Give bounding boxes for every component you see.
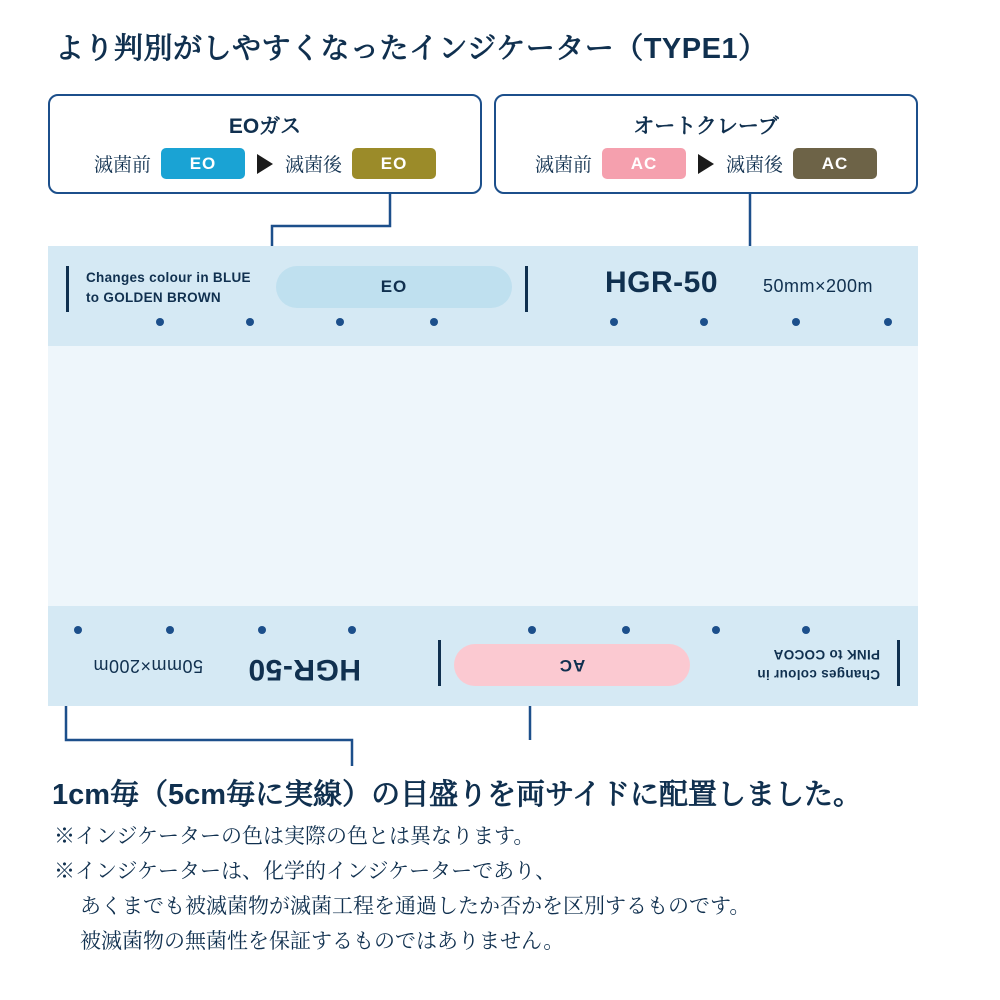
tick-dot [712, 626, 720, 634]
tick-dot [430, 318, 438, 326]
note-3: あくまでも被滅菌物が滅菌工程を通過したか否かを区別するものです。 [80, 895, 751, 918]
tick-dot [802, 626, 810, 634]
ac-after-chip: AC [793, 148, 877, 179]
tick-dot [258, 626, 266, 634]
tick-dot [166, 626, 174, 634]
tick-line-solid [525, 266, 528, 312]
arrow-right-icon [698, 154, 714, 174]
tick-dot [622, 626, 630, 634]
callout-ac-title: オートクレーブ [633, 115, 779, 138]
ac-before-label: 滅菌前 [534, 155, 592, 176]
arrow-right-icon [257, 154, 273, 174]
page-title: より判別がしやすくなったインジケーター（TYPE1） [55, 33, 768, 65]
tick-dot [246, 318, 254, 326]
callout-autoclave [494, 94, 918, 194]
back-brand: HGR-50 [247, 653, 361, 686]
tick-line-solid [438, 640, 441, 686]
eo-after-chip: EO [352, 148, 436, 179]
front-brand: HGR-50 [605, 266, 719, 299]
callout-eo-gas [48, 94, 482, 194]
back-changes-line2: PINK to COCOA [773, 647, 880, 663]
tick-dot [610, 318, 618, 326]
tick-dot [884, 318, 892, 326]
tick-dot [348, 626, 356, 634]
callout-eo-row [50, 148, 480, 179]
back-size: 50mm×200m [92, 656, 203, 676]
note-2: ※インジケーターは、化学的インジケーターであり、 [54, 860, 557, 883]
tick-dot [792, 318, 800, 326]
front-changes-line2: to GOLDEN BROWN [86, 289, 221, 305]
callout-eo-title: EOガス [228, 115, 302, 138]
back-changes-text [757, 645, 880, 684]
front-size: 50mm×200m [763, 276, 874, 296]
tick-dot [156, 318, 164, 326]
tape-row-front [48, 246, 918, 346]
ac-after-label: 滅菌後 [726, 155, 784, 176]
eo-after-label: 滅菌後 [285, 155, 343, 176]
tape-illustration [48, 246, 918, 706]
callout-ac-row [496, 148, 916, 179]
front-changes-text [86, 268, 251, 307]
note-1: ※インジケーターの色は実際の色とは異なります。 [54, 825, 535, 848]
front-changes-line1: Changes colour in BLUE [86, 270, 251, 285]
tick-dot [700, 318, 708, 326]
tick-line-solid [897, 640, 900, 686]
tick-dot [336, 318, 344, 326]
tape-row-back [48, 606, 918, 706]
eo-before-label: 滅菌前 [93, 155, 151, 176]
note-4: 被滅菌物の無菌性を保証するものではありません。 [80, 930, 565, 953]
back-changes-line1: Changes colour in [757, 667, 880, 682]
back-indicator-pill: AC [454, 644, 690, 686]
front-indicator-pill: EO [276, 266, 512, 308]
tick-dot [528, 626, 536, 634]
bottom-headline: 1cm毎（5cm毎に実線）の目盛りを両サイドに配置しました。 [52, 779, 863, 811]
ac-before-chip: AC [602, 148, 686, 179]
tick-dot [74, 626, 82, 634]
eo-before-chip: EO [161, 148, 245, 179]
tick-line-solid [66, 266, 69, 312]
